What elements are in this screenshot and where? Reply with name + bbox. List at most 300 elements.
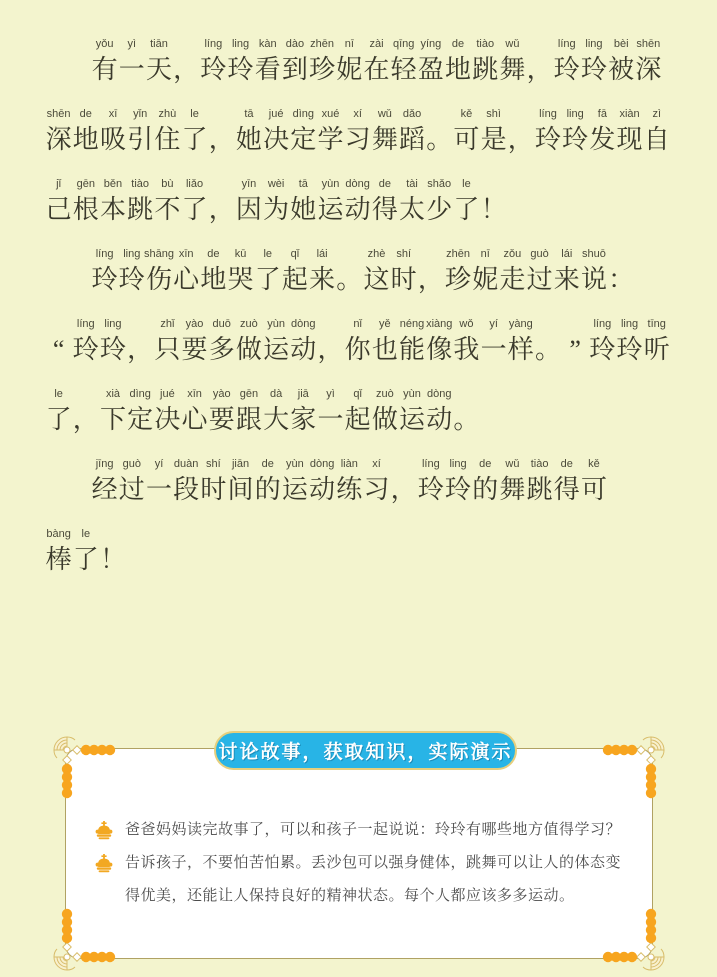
ruby-pair xyxy=(580,456,607,508)
hanzi-text: 可 xyxy=(453,125,480,154)
pinyin-text: de xyxy=(378,178,391,190)
pinyin-text: líng xyxy=(204,38,223,50)
pinyin-text: dìng xyxy=(129,388,151,400)
pinyin-text: tiào xyxy=(530,458,549,470)
pinyin-text: zhēn xyxy=(310,38,335,50)
hanzi-text: ， xyxy=(390,475,417,504)
hanzi-text: 玲 xyxy=(72,335,99,364)
hanzi-text: 来 xyxy=(309,265,336,294)
crown-icon xyxy=(94,854,114,873)
pinyin-text: le xyxy=(462,178,471,190)
hanzi-text: 可 xyxy=(580,475,607,504)
hanzi-text: 练 xyxy=(336,475,363,504)
hanzi-text: 经 xyxy=(91,475,118,504)
story-line xyxy=(45,316,677,386)
hanzi-text: 玲 xyxy=(91,265,118,294)
pinyin-text: kū xyxy=(234,248,247,260)
pinyin-text: tài xyxy=(406,178,418,190)
hanzi-text: 了 xyxy=(45,405,72,434)
pinyin-text: bèi xyxy=(613,38,629,50)
hanzi-text: 吸 xyxy=(99,125,126,154)
hanzi-text: 不 xyxy=(154,195,181,224)
pinyin-text: lái xyxy=(561,248,573,260)
ruby-pair xyxy=(480,176,507,228)
hanzi-text: 玲 xyxy=(589,335,616,364)
pinyin-text: gēn xyxy=(239,388,259,400)
pinyin-text: líng xyxy=(593,318,612,330)
hanzi-text: 玲 xyxy=(445,475,472,504)
hanzi-text: 舞 xyxy=(499,475,526,504)
pinyin-text: qǐ xyxy=(353,388,362,400)
pinyin-text xyxy=(89,526,136,542)
ruby-pair xyxy=(643,106,670,158)
hanzi-text: 伤 xyxy=(145,265,172,294)
pinyin-text: xià xyxy=(105,388,121,400)
scroll-beads-ornament-icon xyxy=(601,736,665,800)
hanzi-text: 运 xyxy=(317,195,344,224)
ruby-pair xyxy=(635,36,662,88)
hanzi-text: 了 xyxy=(72,545,99,574)
pinyin-text: yí xyxy=(154,458,164,470)
pinyin-text: jué xyxy=(268,108,284,120)
hanzi-text: 多 xyxy=(208,335,235,364)
pinyin-text: yùn xyxy=(403,388,421,400)
discussion-item xyxy=(94,813,636,846)
hanzi-text: 要 xyxy=(181,335,208,364)
hanzi-text: 定 xyxy=(290,125,317,154)
pinyin-text: shāng xyxy=(143,248,174,260)
pinyin-text: xiàng xyxy=(426,318,453,330)
hanzi-text: 像 xyxy=(426,335,453,364)
pinyin-text: xiàn xyxy=(619,108,640,120)
pinyin-text: ling xyxy=(449,458,467,470)
hanzi-text: 心 xyxy=(181,405,208,434)
pinyin-text: le xyxy=(190,108,199,120)
pinyin-text: kàn xyxy=(258,38,277,50)
story-line xyxy=(45,36,677,106)
pinyin-text: qǐ xyxy=(290,248,300,260)
pinyin-text xyxy=(443,386,490,402)
hanzi-text: 过 xyxy=(526,265,553,294)
ruby-pair xyxy=(453,386,480,438)
hanzi-text: ” xyxy=(569,335,581,364)
pinyin-text: shuō xyxy=(582,248,606,260)
pinyin-text: dòng xyxy=(426,388,452,400)
hanzi-text: 被 xyxy=(608,55,635,84)
pinyin-text: yīn xyxy=(241,178,257,190)
story-line xyxy=(45,176,677,246)
hanzi-text: ！ xyxy=(480,195,507,224)
discussion-list xyxy=(94,813,636,912)
hanzi-text: 地 xyxy=(445,55,472,84)
pinyin-text: zài xyxy=(369,38,384,50)
pinyin-text: zì xyxy=(652,108,662,120)
pinyin-text: jué xyxy=(160,388,175,400)
pinyin-text: dǎo xyxy=(402,108,422,120)
pinyin-text: dào xyxy=(285,38,305,50)
pinyin-text: xué xyxy=(321,108,340,120)
hanzi-text: ， xyxy=(72,405,99,434)
hanzi-text: 天 xyxy=(145,55,172,84)
pinyin-text: yùn xyxy=(267,318,285,330)
hanzi-text: 时 xyxy=(200,475,227,504)
story-line xyxy=(45,526,677,596)
hanzi-text: 引 xyxy=(127,125,154,154)
hanzi-text: ， xyxy=(127,335,154,364)
pinyin-text: nī xyxy=(480,248,490,260)
hanzi-text: 下 xyxy=(99,405,126,434)
hanzi-text: 样 xyxy=(507,335,534,364)
hanzi-text: 做 xyxy=(235,335,262,364)
hanzi-text: 玲 xyxy=(118,265,145,294)
hanzi-text: ， xyxy=(507,125,534,154)
hanzi-text: 的 xyxy=(472,475,499,504)
hanzi-text: ， xyxy=(208,195,235,224)
hanzi-text: 一 xyxy=(145,475,172,504)
pinyin-text: ling xyxy=(123,248,141,260)
hanzi-text: 现 xyxy=(616,125,643,154)
hanzi-text: 住 xyxy=(154,125,181,154)
hanzi-text: 玲 xyxy=(99,335,126,364)
hanzi-text: 珍 xyxy=(309,55,336,84)
hanzi-text: 运 xyxy=(263,335,290,364)
hanzi-text: 得 xyxy=(371,195,398,224)
pinyin-text: yào xyxy=(212,388,231,400)
pinyin-text: yí xyxy=(489,318,498,330)
hanzi-text: 也 xyxy=(371,335,398,364)
hanzi-text: ， xyxy=(526,55,553,84)
pinyin-text: xí xyxy=(353,108,362,120)
story-line xyxy=(45,456,677,526)
pinyin-text: líng xyxy=(95,248,114,260)
pinyin-text xyxy=(470,176,517,192)
pinyin-text: shēn xyxy=(636,38,661,50)
hanzi-text: 因 xyxy=(235,195,262,224)
pinyin-text: kě xyxy=(460,108,473,120)
pinyin-text: bù xyxy=(161,178,174,190)
pinyin-text: gēn xyxy=(76,178,95,190)
hanzi-text: 玲 xyxy=(534,125,561,154)
hanzi-text: 习 xyxy=(363,475,390,504)
hanzi-text: 妮 xyxy=(472,265,499,294)
hanzi-text: 时 xyxy=(390,265,417,294)
pinyin-text: liàn xyxy=(340,458,358,470)
hanzi-text: 深 xyxy=(635,55,662,84)
pinyin-text: zuò xyxy=(240,318,258,330)
story-line xyxy=(45,246,677,316)
hanzi-text: 玲 xyxy=(580,55,607,84)
hanzi-text: 大 xyxy=(263,405,290,434)
hanzi-text: ， xyxy=(317,335,344,364)
pinyin-text: yùn xyxy=(321,178,340,190)
hanzi-text: “ xyxy=(52,335,65,364)
ruby-pair xyxy=(643,316,670,368)
hanzi-text: 玲 xyxy=(616,335,643,364)
hanzi-text: 太 xyxy=(399,195,426,224)
hanzi-text: 她 xyxy=(235,125,262,154)
pinyin-text: yì xyxy=(326,388,335,400)
hanzi-text: 要 xyxy=(208,405,235,434)
ruby-pair xyxy=(608,246,635,298)
hanzi-text: ， xyxy=(417,265,444,294)
hanzi-text: 轻 xyxy=(390,55,417,84)
story-line xyxy=(45,386,677,456)
hanzi-text: 做 xyxy=(371,405,398,434)
pinyin-text: jiā xyxy=(297,388,309,400)
hanzi-text: 动 xyxy=(344,195,371,224)
hanzi-text: 我 xyxy=(453,335,480,364)
pinyin-text: nī xyxy=(344,38,354,50)
hanzi-text: 定 xyxy=(127,405,154,434)
pinyin-text: jiān xyxy=(231,458,250,470)
hanzi-text: 跳 xyxy=(526,475,553,504)
pinyin-text: guò xyxy=(122,458,141,470)
pinyin-text: líng xyxy=(539,108,557,120)
ruby-pair xyxy=(99,526,126,578)
hanzi-text: 你 xyxy=(344,335,371,364)
hanzi-text: 地 xyxy=(200,265,227,294)
pinyin-text: yǒu xyxy=(95,38,114,50)
discussion-item-text: 告诉孩子，不要怕苦怕累。丢沙包可以强身健体，跳舞可以让人的体态变得优美，还能让人保持良好的精神状态。每个人都应该多多运动。 xyxy=(125,854,622,904)
pinyin-text: yě xyxy=(379,318,391,330)
pinyin-text: tā xyxy=(244,108,254,120)
hanzi-text: 能 xyxy=(399,335,426,364)
pinyin-text: lái xyxy=(316,248,328,260)
pinyin-text: jǐ xyxy=(56,178,62,190)
hanzi-text: 心 xyxy=(173,265,200,294)
hanzi-text: 己 xyxy=(45,195,72,224)
hanzi-text: 深 xyxy=(45,125,72,154)
pinyin-text: shēn xyxy=(46,108,71,120)
pinyin-text: fā xyxy=(597,108,607,120)
pinyin-text: nǐ xyxy=(353,318,362,330)
pinyin-text: zhǐ xyxy=(160,318,175,330)
pinyin-text: běn xyxy=(103,178,123,190)
hanzi-text: 妮 xyxy=(336,55,363,84)
hanzi-text: 运 xyxy=(281,475,308,504)
pinyin-text: wèi xyxy=(267,178,285,190)
hanzi-text: 说 xyxy=(580,265,607,294)
pinyin-text: shí xyxy=(206,458,221,470)
hanzi-text: 动 xyxy=(309,475,336,504)
pinyin-text: dà xyxy=(269,388,283,400)
pinyin-text: dòng xyxy=(309,458,335,470)
hanzi-text: 动 xyxy=(290,335,317,364)
pinyin-text: dòng xyxy=(345,178,370,190)
pinyin-text: shí xyxy=(396,248,412,260)
pinyin-text: xī xyxy=(108,108,118,120)
pinyin-text: de xyxy=(560,458,573,470)
hanzi-text: 有 xyxy=(91,55,118,84)
crown-icon xyxy=(94,821,114,840)
pinyin-text: tīng xyxy=(647,318,666,330)
pinyin-text: yàng xyxy=(508,318,533,330)
hanzi-text: 玲 xyxy=(562,125,589,154)
hanzi-text: 得 xyxy=(553,475,580,504)
pinyin-text: de xyxy=(79,108,92,120)
pinyin-text: shǎo xyxy=(427,178,452,190)
hanzi-text: 一 xyxy=(480,335,507,364)
pinyin-text: zhēn xyxy=(446,248,470,260)
hanzi-text: 为 xyxy=(263,195,290,224)
pinyin-text: ling xyxy=(585,38,603,50)
story-text xyxy=(45,36,677,596)
hanzi-text: 。 xyxy=(534,335,561,364)
hanzi-text: 盈 xyxy=(417,55,444,84)
hanzi-text: 玲 xyxy=(417,475,444,504)
pinyin-text: yǐn xyxy=(133,108,148,120)
pinyin-text: wǔ xyxy=(377,108,392,120)
hanzi-text: 她 xyxy=(290,195,317,224)
hanzi-text: 了 xyxy=(181,195,208,224)
hanzi-text: 玲 xyxy=(200,55,227,84)
scroll-beads-ornament-icon xyxy=(53,907,117,971)
hanzi-text: 蹈 xyxy=(399,125,426,154)
pinyin-text: líng xyxy=(421,458,440,470)
pinyin-text: líng xyxy=(76,318,95,330)
hanzi-text: 自 xyxy=(643,125,670,154)
pinyin-text: xí xyxy=(372,458,381,470)
pinyin-text: tā xyxy=(298,178,308,190)
hanzi-text: 舞 xyxy=(499,55,526,84)
pinyin-text: dìng xyxy=(292,108,314,120)
hanzi-text: 起 xyxy=(344,405,371,434)
pinyin-text: wǔ xyxy=(505,458,520,470)
hanzi-text: 棒 xyxy=(45,545,72,574)
story-line xyxy=(45,106,677,176)
hanzi-text: 听 xyxy=(643,335,670,364)
hanzi-text: ， xyxy=(173,55,200,84)
pinyin-text: shì xyxy=(486,108,501,120)
hanzi-text: 是 xyxy=(480,125,507,154)
scroll-beads-ornament-icon xyxy=(53,736,117,800)
pinyin-text: ling xyxy=(104,318,122,330)
pinyin-text: liǎo xyxy=(185,178,204,190)
pinyin-text: zhè xyxy=(367,248,386,260)
pinyin-text: kě xyxy=(588,458,600,470)
scroll-beads-ornament-icon xyxy=(601,907,665,971)
hanzi-text: 看 xyxy=(254,55,281,84)
pinyin-text: ling xyxy=(620,318,639,330)
discussion-box xyxy=(65,748,653,959)
discussion-banner xyxy=(214,731,517,770)
pinyin-text: le xyxy=(81,528,91,540)
pinyin-text: wǔ xyxy=(505,38,520,50)
hanzi-text: 发 xyxy=(589,125,616,154)
hanzi-text: 走 xyxy=(499,265,526,294)
hanzi-text: 在 xyxy=(363,55,390,84)
hanzi-text: 一 xyxy=(118,55,145,84)
hanzi-text: 来 xyxy=(553,265,580,294)
pinyin-text: zǒu xyxy=(503,248,522,260)
hanzi-text: 决 xyxy=(154,405,181,434)
hanzi-text: 这 xyxy=(363,265,390,294)
pinyin-text: líng xyxy=(557,38,576,50)
hanzi-text: 了 xyxy=(453,195,480,224)
pinyin-text: yào xyxy=(185,318,204,330)
hanzi-text: 珍 xyxy=(445,265,472,294)
pinyin-text: ling xyxy=(231,38,250,50)
hanzi-text: 地 xyxy=(72,125,99,154)
hanzi-text: 过 xyxy=(118,475,145,504)
hanzi-text: ： xyxy=(608,265,635,294)
hanzi-text: 玲 xyxy=(553,55,580,84)
pinyin-text: tiào xyxy=(476,38,495,50)
pinyin-text: de xyxy=(451,38,465,50)
hanzi-text: 了 xyxy=(181,125,208,154)
hanzi-text: 段 xyxy=(173,475,200,504)
hanzi-text: 到 xyxy=(281,55,308,84)
pinyin-text: de xyxy=(479,458,492,470)
hanzi-text: 习 xyxy=(344,125,371,154)
hanzi-text: 一 xyxy=(317,405,344,434)
hanzi-text: 。 xyxy=(336,265,363,294)
hanzi-text: 玲 xyxy=(227,55,254,84)
pinyin-text: duàn xyxy=(173,458,199,470)
hanzi-text: 起 xyxy=(281,265,308,294)
pinyin-text: tiān xyxy=(150,38,168,50)
pinyin-text: yùn xyxy=(286,458,304,470)
pinyin-text: le xyxy=(54,388,63,400)
hanzi-text: 本 xyxy=(99,195,126,224)
pinyin-text: ling xyxy=(566,108,584,120)
hanzi-text: 学 xyxy=(317,125,344,154)
pinyin-text: tiào xyxy=(131,178,150,190)
pinyin-text: yì xyxy=(127,38,137,50)
hanzi-text: 根 xyxy=(72,195,99,224)
hanzi-text: 家 xyxy=(290,405,317,434)
discussion-item xyxy=(94,846,636,912)
hanzi-text: 。 xyxy=(426,125,453,154)
pinyin-text: le xyxy=(263,248,273,260)
discussion-item-text: 爸爸妈妈读完故事了，可以和孩子一起说说：玲玲有哪些地方值得学习？ xyxy=(125,821,622,838)
pinyin-text: jīng xyxy=(95,458,114,470)
hanzi-text: 舞 xyxy=(371,125,398,154)
hanzi-text: ， xyxy=(208,125,235,154)
hanzi-text: ！ xyxy=(99,545,126,574)
hanzi-text: 。 xyxy=(453,405,480,434)
pinyin-text: yíng xyxy=(420,38,442,50)
pinyin-text: bàng xyxy=(46,528,71,540)
pinyin-text: de xyxy=(261,458,274,470)
hanzi-text: 间 xyxy=(227,475,254,504)
hanzi-text: 决 xyxy=(263,125,290,154)
pinyin-text: qīng xyxy=(392,38,415,50)
hanzi-text: 动 xyxy=(426,405,453,434)
hanzi-text: 了 xyxy=(254,265,281,294)
hanzi-text: 运 xyxy=(399,405,426,434)
hanzi-text: 的 xyxy=(254,475,281,504)
hanzi-text: 只 xyxy=(154,335,181,364)
hanzi-text: 跟 xyxy=(235,405,262,434)
pinyin-text: zhù xyxy=(158,108,177,120)
discussion-banner-label: 讨论故事，获取知识，实际演示 xyxy=(218,742,513,763)
pinyin-text: zuò xyxy=(375,388,394,400)
pinyin-text: xīn xyxy=(178,248,194,260)
pinyin-text: dòng xyxy=(291,318,316,330)
pinyin-text: wǒ xyxy=(459,318,474,330)
hanzi-text: 少 xyxy=(426,195,453,224)
hanzi-text: 跳 xyxy=(472,55,499,84)
pinyin-text: xīn xyxy=(187,388,202,400)
pinyin-text: de xyxy=(207,248,220,260)
pinyin-text: guò xyxy=(530,248,549,260)
pinyin-text: néng xyxy=(399,318,425,330)
hanzi-text: 跳 xyxy=(127,195,154,224)
hanzi-text: 哭 xyxy=(227,265,254,294)
pinyin-text: duō xyxy=(212,318,231,330)
pinyin-text xyxy=(598,246,645,262)
